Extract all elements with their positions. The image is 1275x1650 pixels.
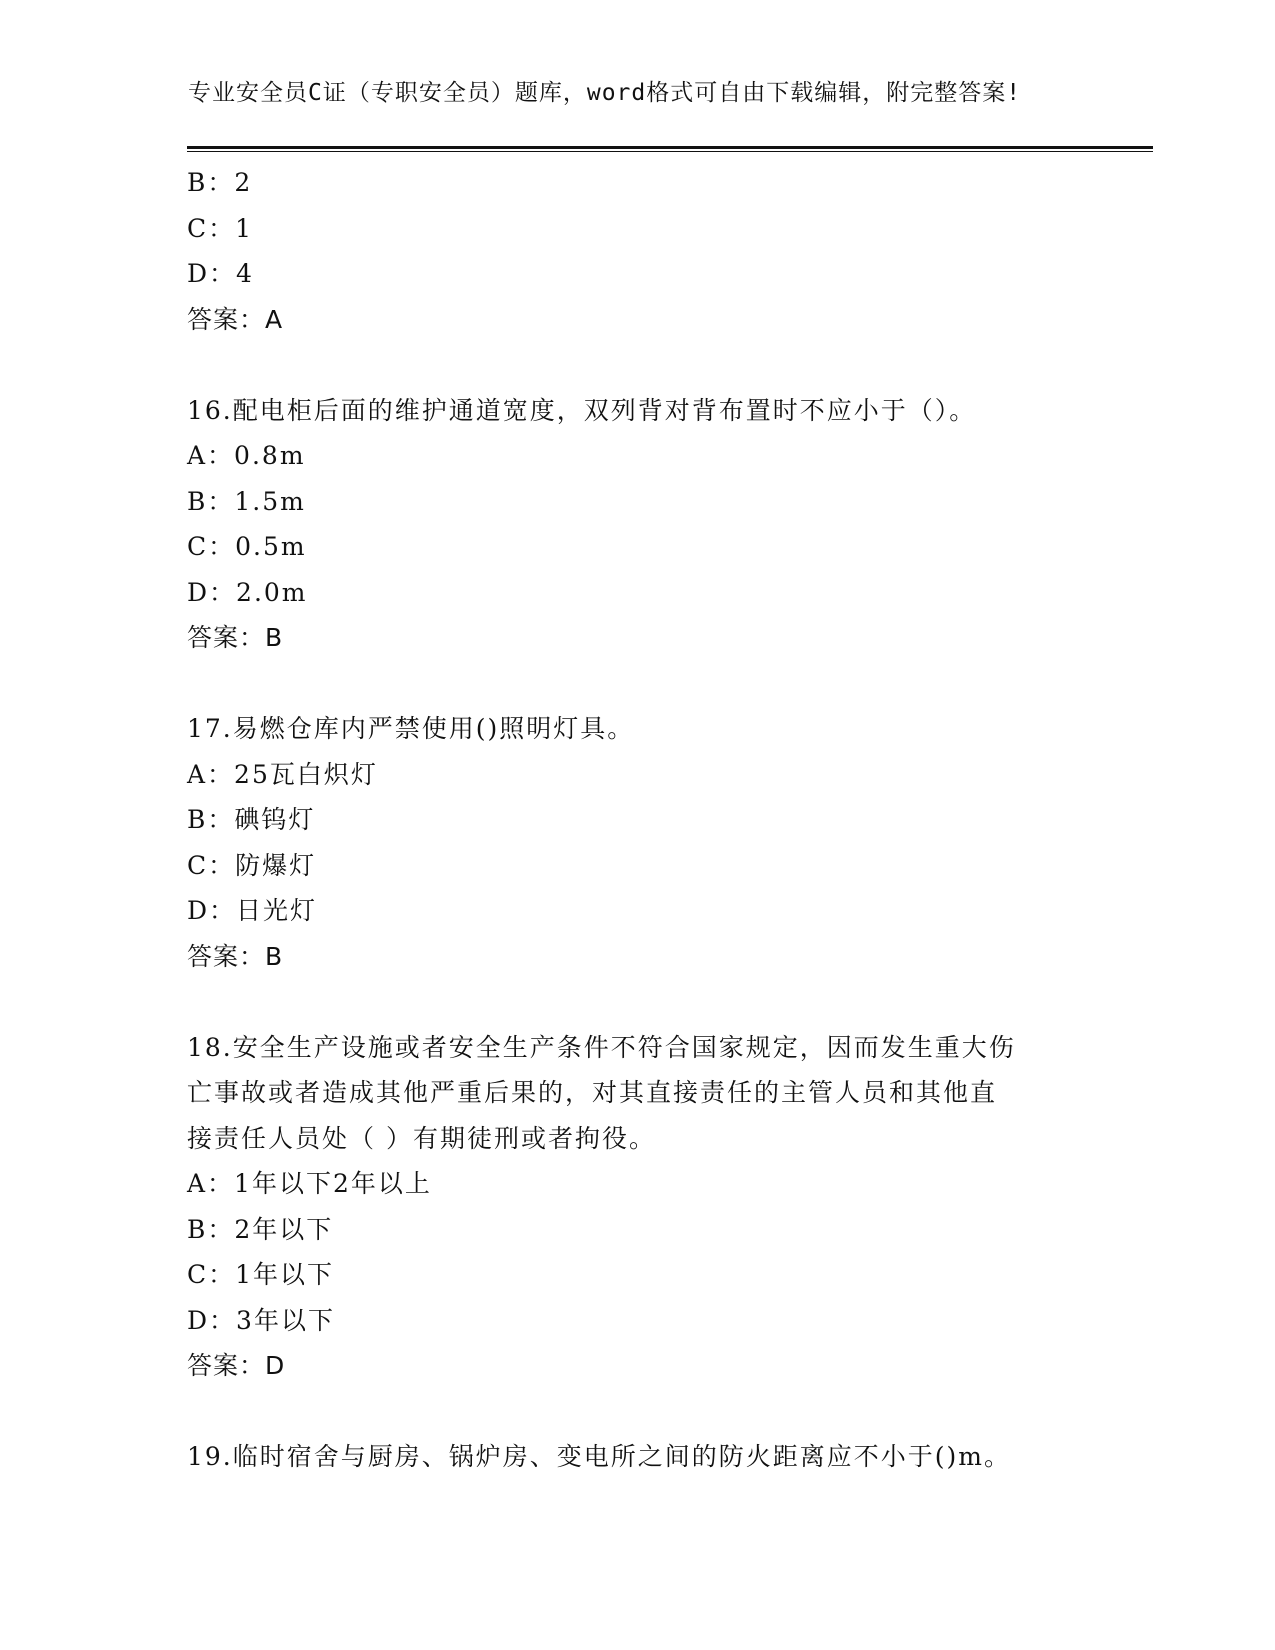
option-c: C：1: [187, 213, 254, 243]
option-a: A：25瓦白炽灯: [187, 759, 378, 789]
answer-line: 答案：A: [187, 304, 284, 334]
option-a: A：1年以下2年以上: [187, 1169, 432, 1198]
answer-line: 答案：B: [187, 623, 284, 652]
option-b: B：2: [187, 168, 253, 197]
question-text: 18.安全生产设施或者安全生产条件不符合国家规定，因而发生重大伤: [187, 1032, 1016, 1062]
option-d: D：3年以下: [187, 1305, 335, 1335]
document-header: 专业安全员C证（专职安全员）题库，word格式可自由下载编辑，附完整答案!: [188, 80, 1022, 106]
option-c: C：0.5m: [187, 532, 307, 561]
question-text-continued: 接责任人员处（ ）有期徒刑或者拘役。: [187, 1123, 656, 1153]
option-b: B：2年以下: [187, 1214, 334, 1244]
question-text: 16.配电柜后面的维护通道宽度，双列背对背布置时不应小于（）。: [187, 395, 977, 425]
header-divider: [187, 146, 1153, 152]
answer-line: 答案：B: [187, 941, 284, 971]
document-body: [187, 160, 1087, 1480]
question-text: 17.易燃仓库内严禁使用()照明灯具。: [187, 714, 635, 743]
option-b: B：碘钨灯: [187, 805, 316, 834]
option-d: D：4: [187, 259, 254, 288]
option-a: A：0.8m: [187, 441, 306, 470]
question-text-continued: 亡事故或者造成其他严重后果的，对其直接责任的主管人员和其他直: [187, 1078, 998, 1107]
option-d: D：2.0m: [187, 577, 308, 607]
option-d: D：日光灯: [187, 896, 318, 925]
answer-line: 答案：D: [187, 1351, 286, 1380]
option-c: C：防爆灯: [187, 850, 317, 880]
option-b: B：1.5m: [187, 486, 306, 516]
question-text: 19.临时宿舍与厨房、锅炉房、变电所之间的防火距离应不小于()m。: [187, 1442, 1011, 1471]
option-c: C：1年以下: [187, 1260, 335, 1289]
